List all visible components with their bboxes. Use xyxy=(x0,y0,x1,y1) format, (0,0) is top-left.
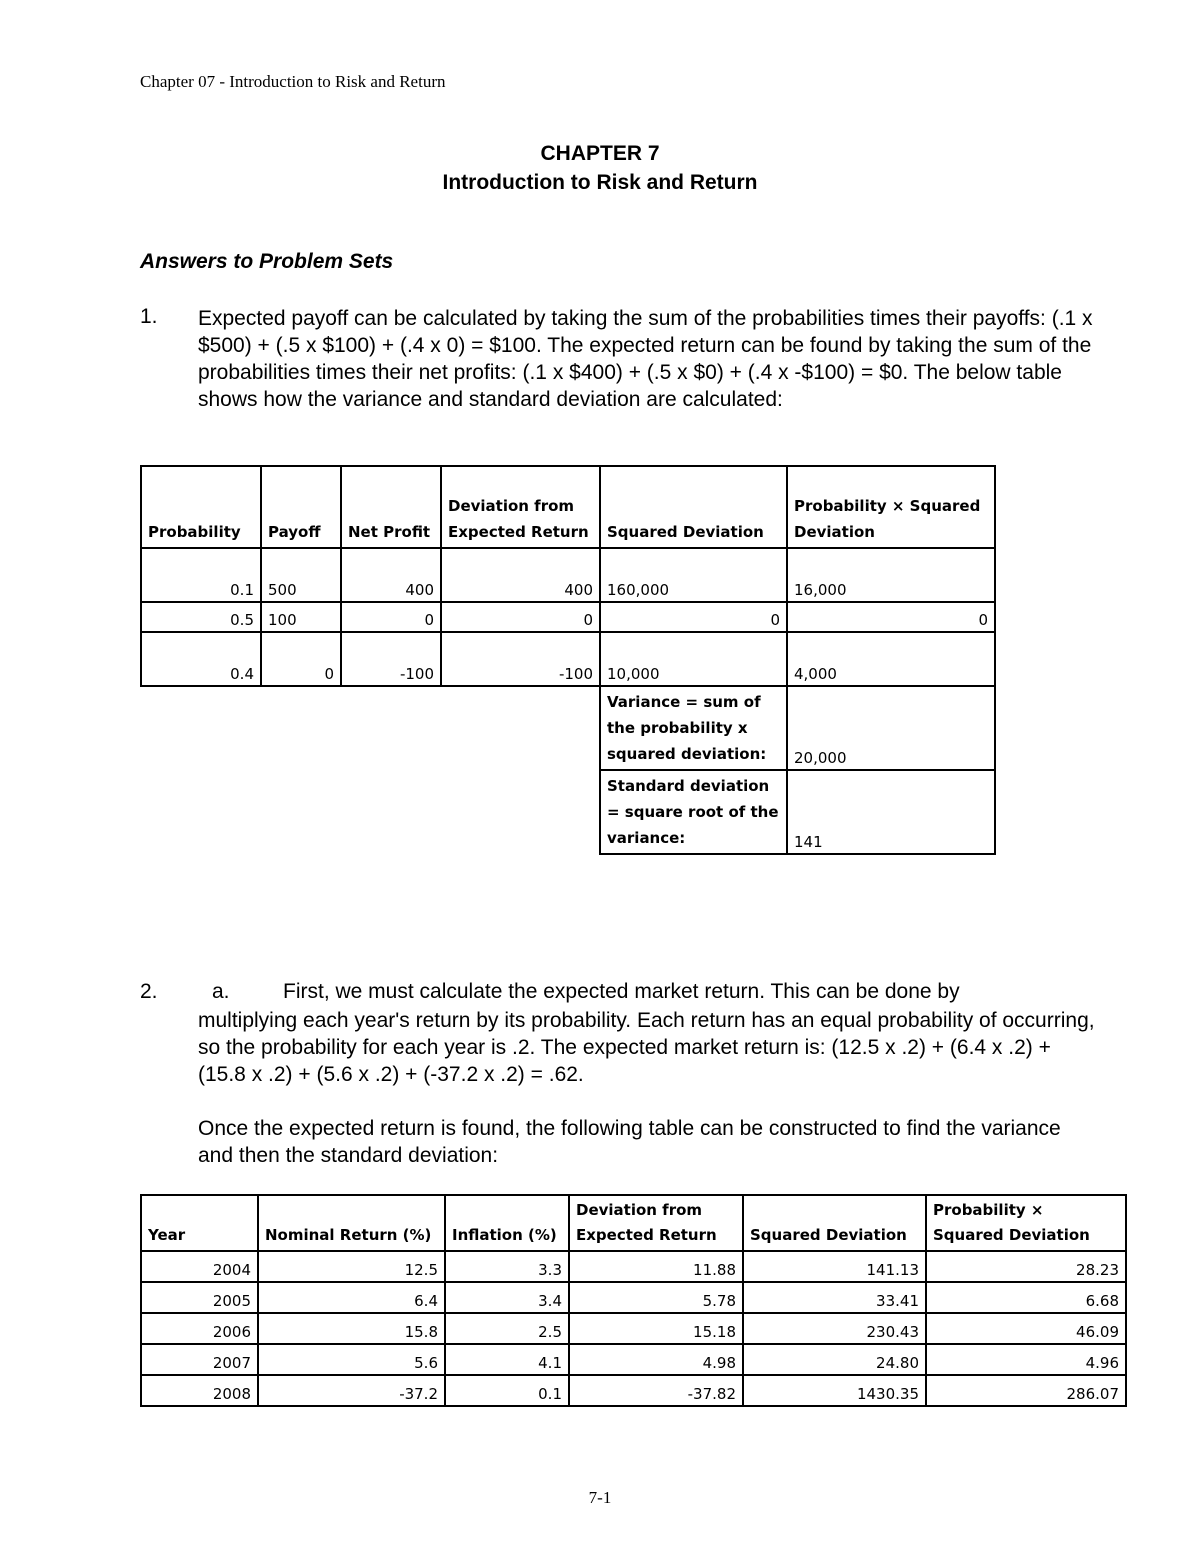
variance-value: 20,000 xyxy=(787,686,995,770)
cell: 230.43 xyxy=(743,1313,926,1344)
cell: 4.98 xyxy=(569,1344,743,1375)
col-header-prob-sq-dev: Probability × Squared Deviation xyxy=(787,466,995,548)
cell: 4.1 xyxy=(445,1344,569,1375)
running-header: Chapter 07 - Introduction to Risk and Return xyxy=(140,72,446,91)
cell: 5.78 xyxy=(569,1282,743,1313)
cell: 100 xyxy=(261,602,341,632)
cell: 286.07 xyxy=(926,1375,1126,1406)
table-row xyxy=(141,1251,1126,1282)
cell: 400 xyxy=(441,548,600,602)
problem-2-sub-label: a. xyxy=(212,980,230,1003)
cell: 500 xyxy=(261,548,341,602)
col-header-inflation: Inflation (%) xyxy=(445,1195,569,1251)
cell: 3.4 xyxy=(445,1282,569,1313)
page-number: 7-1 xyxy=(588,1488,612,1507)
col-header-net-profit: Net Profit xyxy=(341,466,441,548)
col-header-squared-deviation: Squared Deviation xyxy=(743,1195,926,1251)
problem-1-number: 1. xyxy=(140,305,158,328)
std-dev-label: Standard deviation = square root of the variance: xyxy=(600,770,787,854)
variance-label: Variance = sum of the probability x squared deviation: xyxy=(600,686,787,770)
col-header-payoff: Payoff xyxy=(261,466,341,548)
cell: 28.23 xyxy=(926,1251,1126,1282)
section-heading: Answers to Problem Sets xyxy=(140,250,394,273)
table-row xyxy=(141,1344,1126,1375)
cell: 2005 xyxy=(141,1282,258,1313)
cell: 10,000 xyxy=(600,632,787,686)
cell: 160,000 xyxy=(600,548,787,602)
cell: 12.5 xyxy=(258,1251,445,1282)
cell: 15.18 xyxy=(569,1313,743,1344)
cell: -100 xyxy=(341,632,441,686)
problem-2-number: 2. xyxy=(140,980,158,1003)
col-header-deviation: Deviation from Expected Return xyxy=(569,1195,743,1251)
cell: 400 xyxy=(341,548,441,602)
table-header-row xyxy=(141,1195,1126,1251)
cell: 0.1 xyxy=(141,548,261,602)
cell: 2006 xyxy=(141,1313,258,1344)
cell: -37.2 xyxy=(258,1375,445,1406)
table-row xyxy=(141,1282,1126,1313)
problem-2-first-line: First, we must calculate the expected market return. This can be done by xyxy=(283,980,960,1003)
col-header-prob-sq-dev: Probability × Squared Deviation xyxy=(926,1195,1126,1251)
cell: 0.1 xyxy=(445,1375,569,1406)
cell: 2008 xyxy=(141,1375,258,1406)
cell: 0 xyxy=(600,602,787,632)
problem-2-text: multiplying each year's return by its probability. Each return has an equal probability of occurring, so the probability for each year is .2. The expected market return is: (12.5 x .2) + (6.4 x .2) + (15.8 x .2) + (5.6 x .2) + (-37.2 x .2) = .62. xyxy=(198,1009,1095,1086)
col-header-nominal-return: Nominal Return (%) xyxy=(258,1195,445,1251)
cell: 3.3 xyxy=(445,1251,569,1282)
cell: 6.68 xyxy=(926,1282,1126,1313)
cell: 2.5 xyxy=(445,1313,569,1344)
table-row xyxy=(141,1375,1126,1406)
std-dev-value: 141 xyxy=(787,770,995,854)
cell: 2004 xyxy=(141,1251,258,1282)
col-header-probability: Probability xyxy=(141,466,261,548)
cell: 16,000 xyxy=(787,548,995,602)
cell: -100 xyxy=(441,632,600,686)
chapter-label: CHAPTER 7 xyxy=(540,142,660,165)
cell: 6.4 xyxy=(258,1282,445,1313)
cell: 141.13 xyxy=(743,1251,926,1282)
col-header-deviation: Deviation from Expected Return xyxy=(441,466,600,548)
table-header-row xyxy=(141,466,995,548)
problem-1-text: Expected payoff can be calculated by taking the sum of the probabilities times their payoffs: (.1 x $500) + (.5 x $100) + (.4 x 0) = $100. The expected return can be found by taking the sum of the probabilities times their net profits: (.1 x $400) + (.5 x $0) + (.4 x -$100) = $0. The below table shows how the variance and standard deviation are calculated: xyxy=(198,307,1093,411)
table-row xyxy=(141,1313,1126,1344)
cell: 46.09 xyxy=(926,1313,1126,1344)
cell: 0.4 xyxy=(141,632,261,686)
cell: 0 xyxy=(341,602,441,632)
table-row xyxy=(141,548,995,602)
cell: 1430.35 xyxy=(743,1375,926,1406)
cell: 0 xyxy=(441,602,600,632)
variance-table-2 xyxy=(140,1194,1127,1407)
cell: 5.6 xyxy=(258,1344,445,1375)
cell: 0 xyxy=(261,632,341,686)
cell: 11.88 xyxy=(569,1251,743,1282)
cell: 33.41 xyxy=(743,1282,926,1313)
std-dev-row xyxy=(141,770,995,854)
cell: 24.80 xyxy=(743,1344,926,1375)
cell: 0.5 xyxy=(141,602,261,632)
variance-row xyxy=(141,686,995,770)
cell: 4,000 xyxy=(787,632,995,686)
table-row xyxy=(141,602,995,632)
cell: 15.8 xyxy=(258,1313,445,1344)
cell: 2007 xyxy=(141,1344,258,1375)
problem-2-text-2: Once the expected return is found, the following table can be constructed to find the variance and then the standard deviation: xyxy=(198,1117,1061,1167)
chapter-title: Introduction to Risk and Return xyxy=(442,171,758,194)
variance-table-1 xyxy=(140,465,996,855)
cell: 0 xyxy=(787,602,995,632)
cell: 4.96 xyxy=(926,1344,1126,1375)
col-header-squared-deviation: Squared Deviation xyxy=(600,466,787,548)
cell: -37.82 xyxy=(569,1375,743,1406)
table-row xyxy=(141,632,995,686)
col-header-year: Year xyxy=(141,1195,258,1251)
